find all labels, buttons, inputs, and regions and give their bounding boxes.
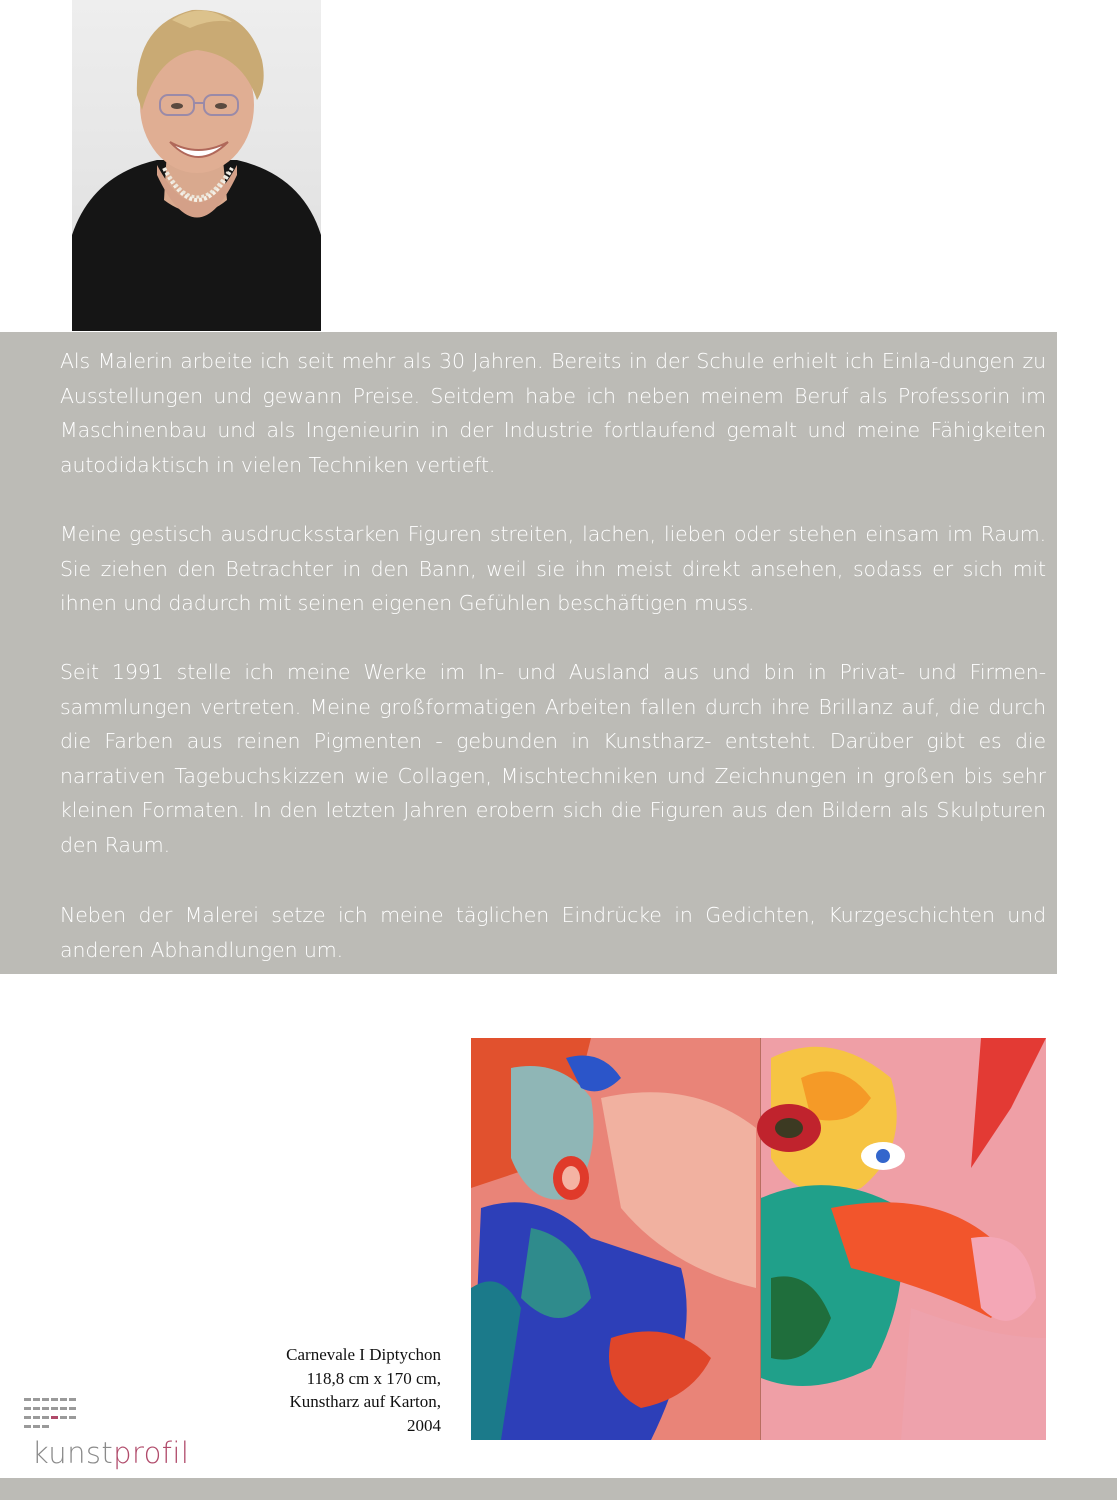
artwork-caption [210,1343,441,1437]
caption-dimensions: 118,8 cm x 170 cm, [306,1368,441,1388]
bio-paragraph-4: Neben der Malerei setze ich meine täglichen Eindrücke in Gedichten, Kurzgeschichten und anderen Abhandlungen um. [60,903,1046,962]
kunstprofil-logo-text [32,1436,189,1470]
bio-paragraph-2: Meine gestisch ausdrucksstarken Figuren streiten, lachen, lieben oder stehen einsam im Raum. Sie ziehen den Betrachter in den Bann, weil sie ihn meist direkt ansehen, sodass er sich mit ihnen und dadurch mit seinen eigenen Gefühlen beschäftigen muss. [60,522,1046,615]
logo-text-part-1: kunst [32,1436,114,1470]
caption-year: 2004 [407,1415,441,1435]
biography-panel [0,332,1057,974]
kunstprofil-logo-mark [24,1398,84,1438]
caption-title: Carnevale I Diptychon [286,1345,441,1364]
bio-paragraph-1: Als Malerin arbeite ich seit mehr als 30 Jahren. Bereits in der Schule erhielt ich Einla-dungen zu Ausstellungen und gewann Preise. Seitdem habe ich neben meinem Beruf als Professorin im Maschinenbau und als Ingenieurin in der Industrie fortlaufend gemalt und meine Fähigkeiten autodidaktisch in vielen Techniken vertieft. [60,349,1046,477]
artist-portrait [72,0,321,331]
artwork-painting [471,1038,1046,1440]
caption-medium: Kunstharz auf Karton, [289,1392,441,1411]
footer-bar [0,1478,1117,1500]
bio-paragraph-3: Seit 1991 stelle ich meine Werke im In- und Ausland aus und bin in Privat- und Firmen-sammlungen vertreten. Meine großformatigen Arbeiten fallen durch ihre Brillanz auf, die durch die Farben aus reinen Pigmenten - gebunden in Kunstharz- entsteht. Darüber gibt es die narrativen Tagebuchskizzen wie Collagen, Mischtechniken und Zeichnungen in großen bis sehr kleinen Formaten. In den letzten Jahren erobern sich die Figuren aus den Bildern als Skulpturen den Raum. [60,660,1046,857]
logo-text-part-2: profil [113,1436,190,1470]
